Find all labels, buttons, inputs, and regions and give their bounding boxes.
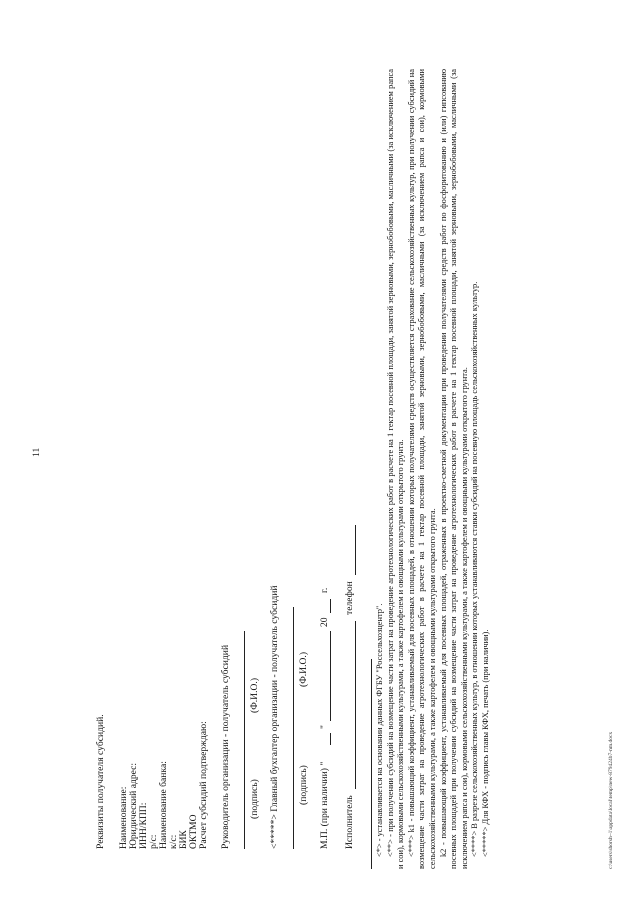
date-year: 20: [319, 617, 330, 627]
head-fio-caption: (Ф.И.О.): [249, 677, 260, 713]
accountant-fio-caption: (Ф.И.О.): [298, 651, 309, 687]
field-account: р/с:: [148, 834, 159, 849]
footnote-separator: [371, 659, 372, 869]
footnote-2: <**> - при получении субсидий на возмещение части затрат на проведение агротехнологических работ в расчете на 1 гектар посевной площади, занятой зерновыми, зернобобовыми, масличными (за исключением рапса и сои), кормовыми сельскохозяйственными культурами, а также картофелем и овощными культурами открытого грунта.: [385, 69, 406, 869]
field-bik: БИК: [178, 830, 189, 849]
footnote-4: k2 - повышающий коэффициент, устанавливаемый для посевных площадей, отраженных в проектно-сметной документации при проведении получателями средств работ по фосфоритованию и (или) гипсованию посевных площадей при получении субсидий на возмещение части затрат на проведение агротехнологических работ в расчете на 1 гектар посевной площади, занятой зерновыми, зернобобовыми, масличными (за исключением рапса и сои), кормовыми сельскохозяйственными культурами, а также картофелем и овощными культурами открытого грунта.: [438, 69, 469, 869]
accountant-signature-line: [293, 607, 294, 849]
field-corr-account: к/с:: [168, 834, 179, 849]
field-oktmo: ОКТМО: [188, 814, 199, 849]
date-year-line: [330, 599, 331, 613]
executor-label: Исполнитель: [344, 795, 355, 849]
page-number: 11: [31, 447, 42, 457]
field-legal-address: Юридический адрес:: [128, 762, 139, 849]
accountant-label: <*****> Главный бухгалтер организации - получатель субсидий: [269, 585, 280, 849]
accountant-sign-caption: (подпись): [298, 765, 309, 805]
field-inn-kpp: ИНН/КПП:: [138, 802, 149, 849]
head-sign-caption: (подпись): [249, 779, 260, 819]
phone-line: [355, 525, 356, 575]
date-suffix: г.: [319, 587, 330, 593]
footnote-6: <*****> Для КФХ - подпись главы КФХ, печать (при наличии).: [480, 629, 490, 857]
date-quote: ": [319, 725, 330, 729]
head-signature-line: [244, 631, 245, 849]
field-calc-confirm: Расчет субсидий подтверждаю:: [198, 721, 209, 849]
executor-line: [355, 621, 356, 789]
stamp-date-label: М.П. (при наличии) ": [319, 761, 330, 849]
phone-label: телефон: [344, 581, 355, 615]
field-name: Наименование:: [118, 786, 129, 849]
field-bank-name: Наименование банка:: [158, 761, 169, 849]
footnote-3: <***> k1 - повышающий коэффициент, устанавливаемый для посевных площадей, в отношении которых получателями средств осуществляется страхование сельскохозяйственных культур, при получении субсидий на возмещение части затрат на проведение агротехнологических работ в расчете на 1 гектар посевной площади, занятой зерновыми, зернобобовыми, масличными (за исключением рапса и сои), кормовыми сельскохозяйственными культурами, а также картофелем и овощными культурами открытого грунта.: [406, 69, 437, 869]
head-label: Руководитель организации - получатель субсидий: [220, 644, 231, 849]
date-day-line: [330, 733, 331, 745]
file-path: c:\users\shorsh~1\appdata\local\temp\new-879424b7-nm.docx: [608, 731, 614, 869]
footnote-5: <****> В разрезе сельскохозяйственных культур, в отношении которых устанавливаются ставки субсидий на посевную площадь сельскохозяйственных культур.: [470, 281, 480, 857]
footnotes: [375, 69, 492, 869]
footnote-1: <*> - устанавливается на основании данных ФГБУ "Россельхозцентр".: [375, 603, 384, 857]
requisites-title: Реквизиты получателя субсидий.: [95, 714, 106, 849]
date-month-line: [330, 631, 331, 721]
